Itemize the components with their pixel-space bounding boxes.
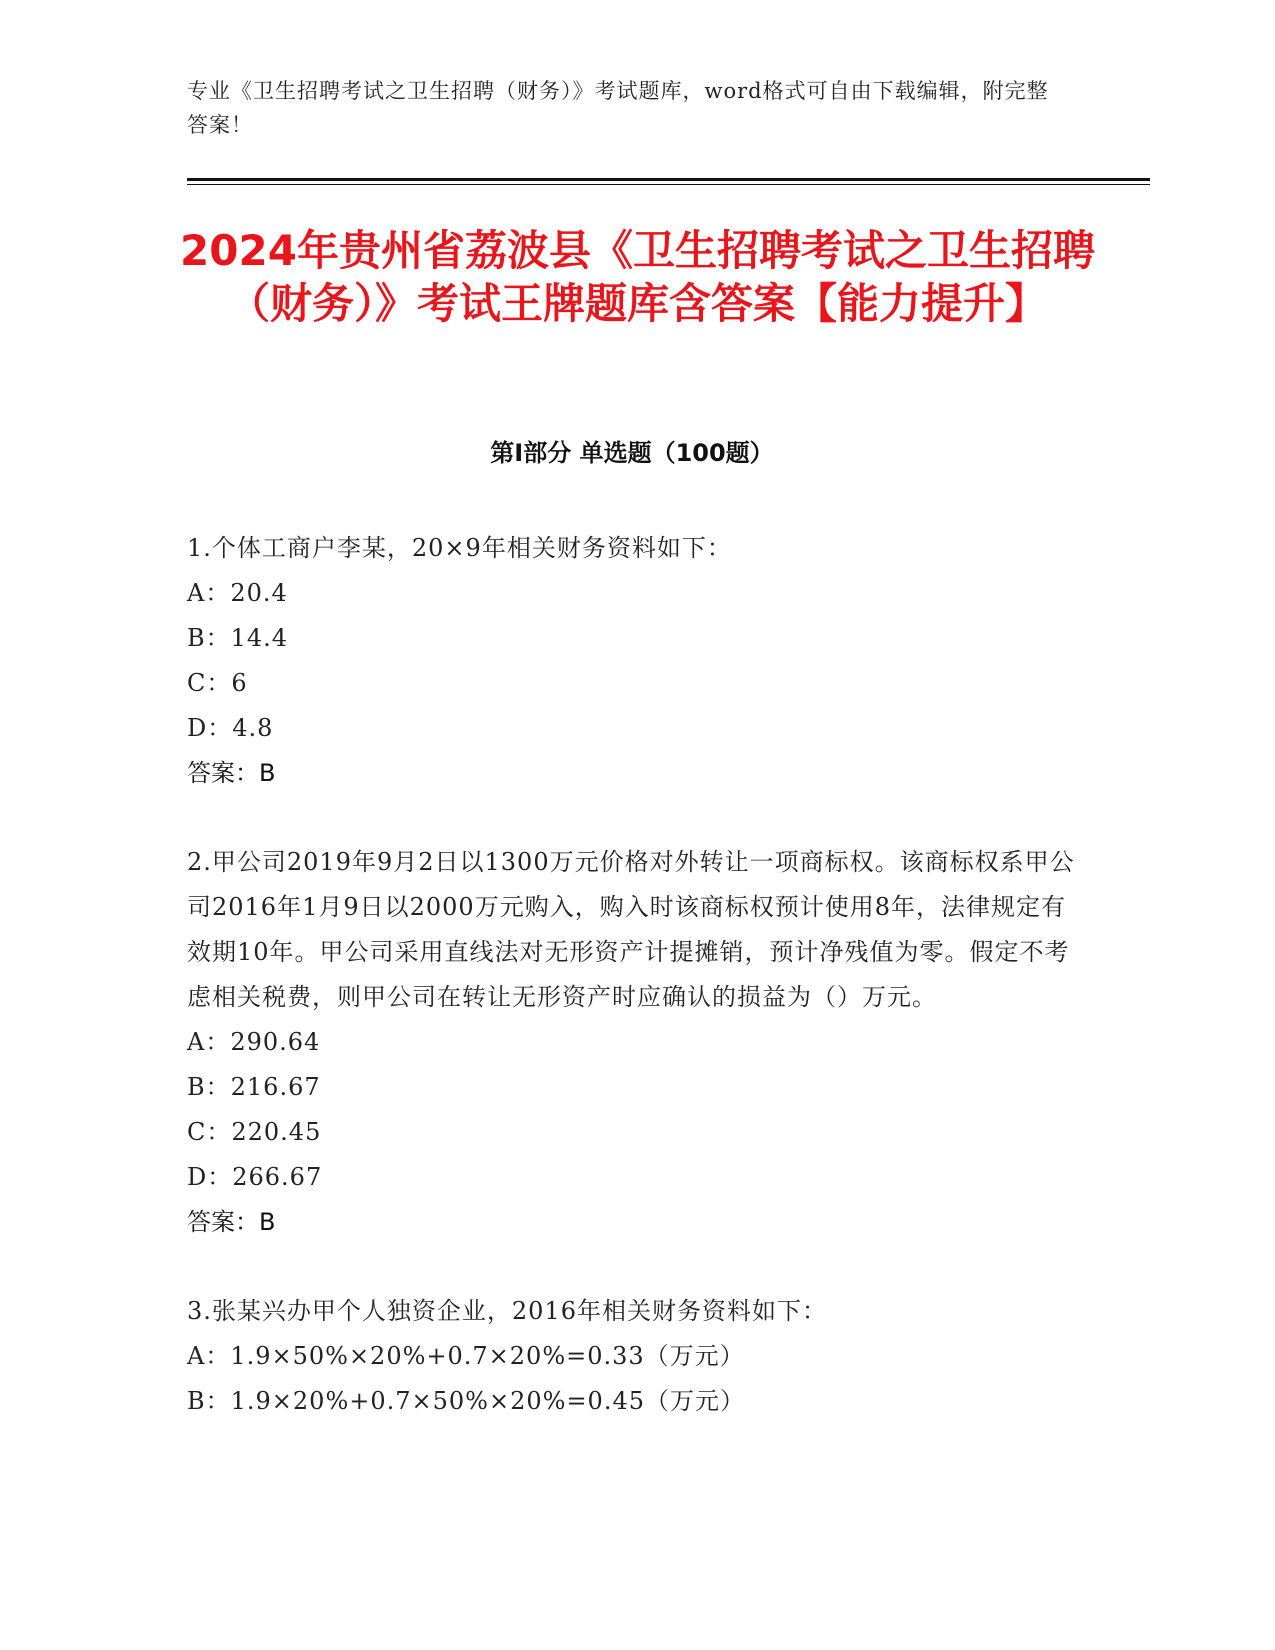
header-note: 专业《卫生招聘考试之卫生招聘（财务）》考试题库，word格式可自由下载编辑，附完整答案！ bbox=[187, 79, 1049, 137]
question-2 bbox=[187, 840, 1077, 1245]
section-title: 第Ⅰ部分 单选题（100题） bbox=[490, 439, 774, 467]
option-d: D：4.8 bbox=[187, 714, 274, 742]
question-list bbox=[187, 526, 1077, 1468]
answer: 答案：B bbox=[187, 759, 276, 787]
answer: 答案：B bbox=[187, 1208, 276, 1236]
option-d: D：266.67 bbox=[187, 1163, 323, 1191]
question-1 bbox=[187, 526, 1077, 796]
question-stem: 3.张某兴办甲个人独资企业，2016年相关财务资料如下： bbox=[187, 1297, 827, 1325]
document-title: 2024年贵州省荔波县《卫生招聘考试之卫生招聘（财务）》考试王牌题库含答案【能力提升】 bbox=[180, 226, 1095, 328]
question-3 bbox=[187, 1289, 1077, 1424]
option-a: A：20.4 bbox=[187, 579, 288, 607]
question-stem: 1.个体工商户李某，20×9年相关财务资料如下： bbox=[187, 534, 732, 562]
option-b: B：216.67 bbox=[187, 1073, 321, 1101]
header-divider-thin bbox=[187, 184, 1150, 185]
question-stem: 2.甲公司2019年9月2日以1300万元价格对外转让一项商标权。该商标权系甲公司2016年1月9日以2000万元购入，购入时该商标权预计使用8年，法律规定有效期10年。甲公司采用直线法对无形资产计提摊销，预计净残值为零。假定不考虑相关税费，则甲公司在转让无形资产时应确认的损益为（）万元。 bbox=[187, 848, 1075, 1011]
option-c: C：6 bbox=[187, 669, 248, 697]
option-b: B：1.9×20%+0.7×50%×20%=0.45（万元） bbox=[187, 1387, 745, 1415]
option-a: A：1.9×50%×20%+0.7×20%=0.33（万元） bbox=[187, 1342, 745, 1370]
option-c: C：220.45 bbox=[187, 1118, 322, 1146]
option-a: A：290.64 bbox=[187, 1028, 321, 1056]
header-divider-thick bbox=[187, 178, 1150, 181]
option-b: B：14.4 bbox=[187, 624, 289, 652]
